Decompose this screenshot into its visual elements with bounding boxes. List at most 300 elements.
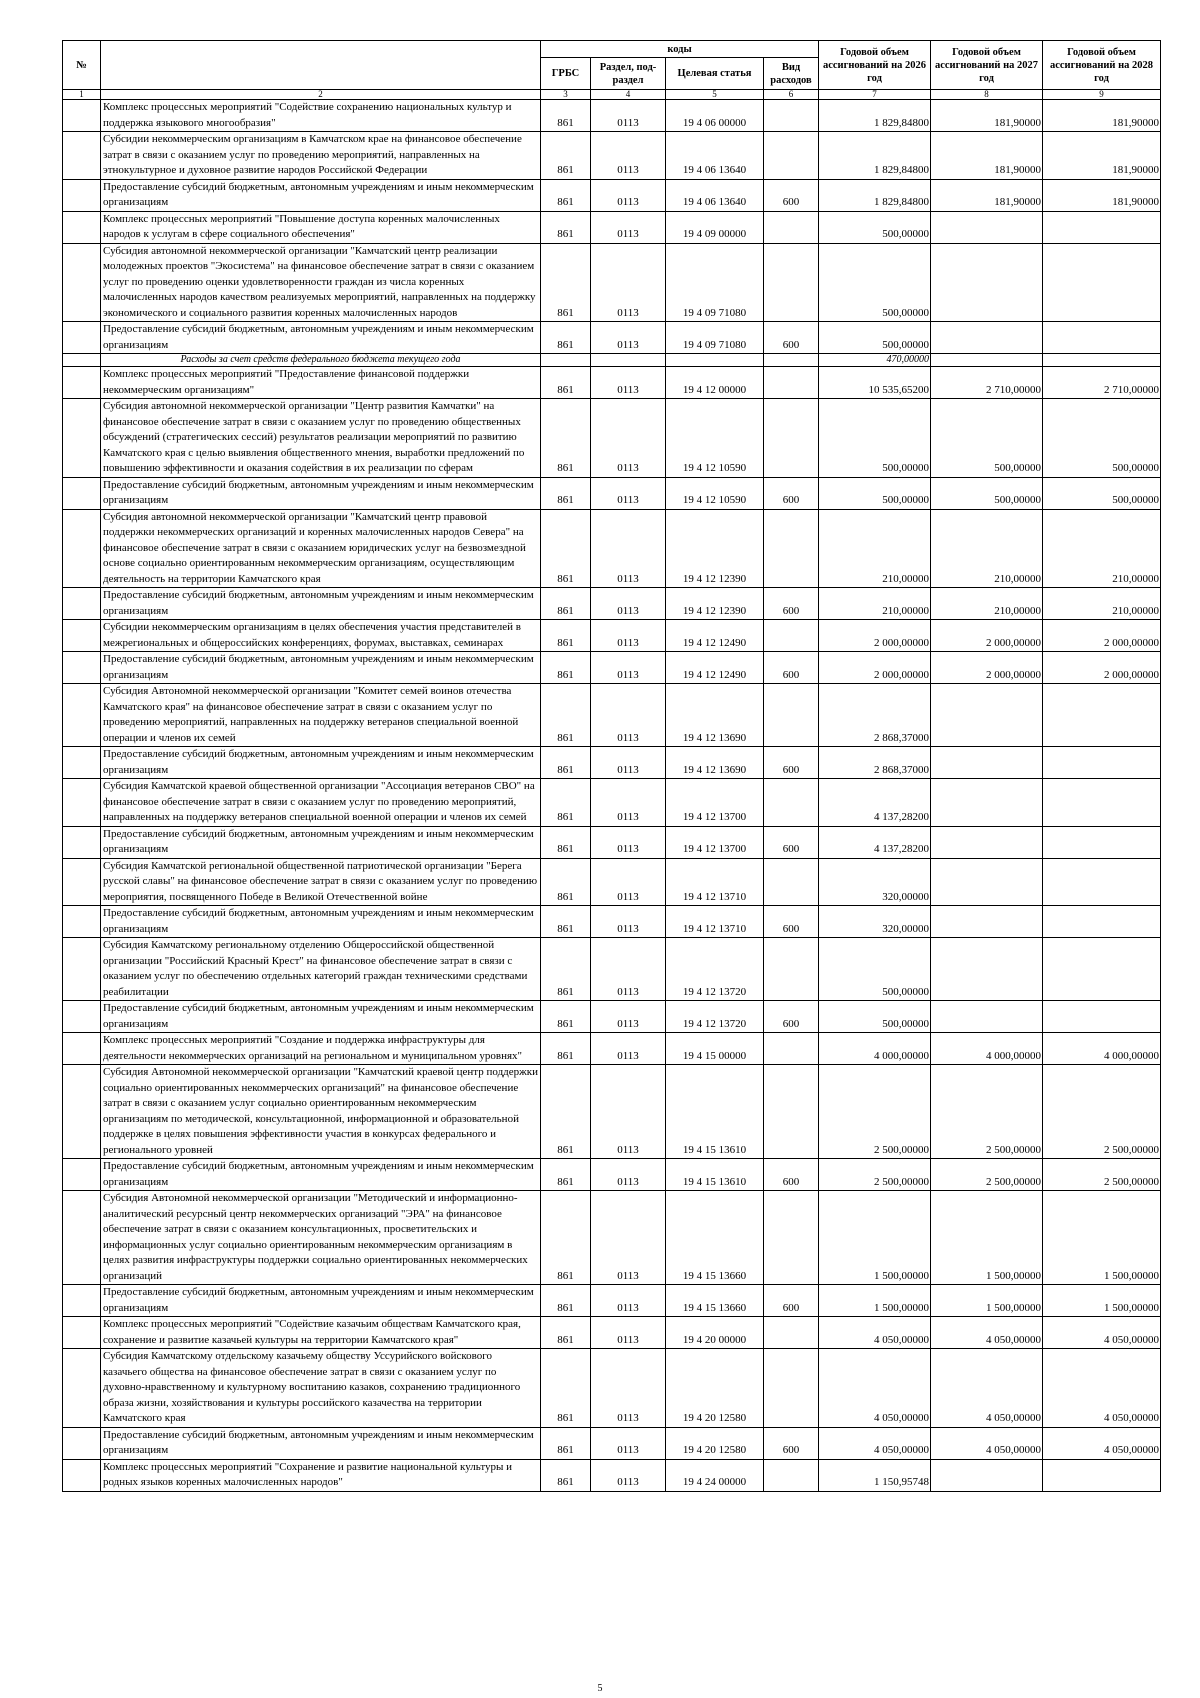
amount-2028-cell: 4 000,00000 [1043, 1033, 1161, 1065]
amount-2027-cell [931, 243, 1043, 322]
column-numbers-row [63, 90, 1161, 100]
grbs-cell: 861 [541, 684, 591, 747]
table-row [63, 1285, 1161, 1317]
row-name-cell: Субсидия автономной некоммерческой организации "Центр развития Камчатки" на финансовое обеспечение затрат в связи с оказанием услуг по проведению общественных обсуждений (стратегических сессий) результатов реализации мероприятий по развитию Камчатского края с целью выявления общественного мнения, выработки предложений по повышению эффективности и оказания содействия в их реализации по сферам [101, 399, 541, 478]
header-number: № [63, 41, 101, 90]
row-name-cell: Субсидия Камчатской краевой общественной организации "Ассоциация ветеранов СВО" на финансовое обеспечение затрат в связи с оказанием услуг по проведению мероприятий, направленных на поддержку ветеранов специальной военной операции и членов их семей [101, 779, 541, 827]
amount-2028-cell [1043, 354, 1161, 367]
amount-2028-cell [1043, 1459, 1161, 1491]
amount-2028-cell [1043, 243, 1161, 322]
amount-2027-cell [931, 1459, 1043, 1491]
amount-2026-cell: 4 050,00000 [819, 1317, 931, 1349]
section-cell: 0113 [591, 1191, 666, 1285]
target-article-cell: 19 4 20 00000 [666, 1317, 764, 1349]
grbs-cell [541, 354, 591, 367]
table-row [63, 620, 1161, 652]
table-row [63, 509, 1161, 588]
amount-2028-cell: 4 050,00000 [1043, 1427, 1161, 1459]
amount-2027-cell: 210,00000 [931, 509, 1043, 588]
amount-2026-cell: 500,00000 [819, 399, 931, 478]
expense-type-cell [764, 779, 819, 827]
grbs-cell: 861 [541, 1001, 591, 1033]
row-index-cell [63, 477, 101, 509]
budget-table-page [62, 40, 1160, 1492]
header-expense-type: Вид расходов [764, 58, 819, 90]
expense-type-cell [764, 354, 819, 367]
table-row [63, 588, 1161, 620]
section-cell: 0113 [591, 684, 666, 747]
table-row [63, 477, 1161, 509]
grbs-cell: 861 [541, 620, 591, 652]
row-index-cell [63, 509, 101, 588]
grbs-cell: 861 [541, 1159, 591, 1191]
section-cell: 0113 [591, 779, 666, 827]
section-cell: 0113 [591, 322, 666, 354]
amount-2028-cell [1043, 826, 1161, 858]
grbs-cell: 861 [541, 747, 591, 779]
row-name-cell: Предоставление субсидий бюджетным, автономным учреждениям и иным некоммерческим организациям [101, 1001, 541, 1033]
row-index-cell [63, 652, 101, 684]
section-cell: 0113 [591, 477, 666, 509]
header-target-article: Целевая статья [666, 58, 764, 90]
amount-2026-cell: 500,00000 [819, 243, 931, 322]
expense-type-cell [764, 132, 819, 180]
row-index-cell [63, 1285, 101, 1317]
expense-type-cell: 600 [764, 1285, 819, 1317]
row-name-cell: Субсидия автономной некоммерческой организации "Камчатский центр реализации молодежных проектов "Экосистема" на финансовое обеспечение затрат в связи с оказанием услуг по проведению оценки удовлетворенности граждан из числа коренных малочисленных народов качеством реализуемых мероприятий, направленных на поддержку экономического и социального развития коренных малочисленных народов [101, 243, 541, 322]
target-article-cell: 19 4 12 12390 [666, 509, 764, 588]
row-index-cell [63, 179, 101, 211]
row-name-cell: Комплекс процессных мероприятий "Повышение доступа коренных малочисленных народов к услугам в сфере социального обеспечения" [101, 211, 541, 243]
amount-2027-cell: 2 000,00000 [931, 620, 1043, 652]
row-index-cell [63, 1065, 101, 1159]
column-number: 2 [101, 90, 541, 100]
amount-2027-cell: 2 500,00000 [931, 1065, 1043, 1159]
table-body [63, 100, 1161, 1492]
row-index-cell [63, 1159, 101, 1191]
expense-type-cell [764, 858, 819, 906]
expense-type-cell: 600 [764, 477, 819, 509]
table-row [63, 652, 1161, 684]
column-number: 8 [931, 90, 1043, 100]
table-row [63, 132, 1161, 180]
table-row [63, 322, 1161, 354]
grbs-cell: 861 [541, 588, 591, 620]
amount-2028-cell [1043, 322, 1161, 354]
row-index-cell [63, 100, 101, 132]
amount-2027-cell [931, 906, 1043, 938]
amount-2028-cell: 2 500,00000 [1043, 1159, 1161, 1191]
target-article-cell: 19 4 06 13640 [666, 179, 764, 211]
target-article-cell: 19 4 12 12490 [666, 652, 764, 684]
table-row [63, 1349, 1161, 1428]
amount-2026-cell: 2 500,00000 [819, 1159, 931, 1191]
amount-2026-cell: 500,00000 [819, 1001, 931, 1033]
target-article-cell: 19 4 12 13690 [666, 747, 764, 779]
target-article-cell: 19 4 20 12580 [666, 1427, 764, 1459]
amount-2028-cell: 210,00000 [1043, 588, 1161, 620]
target-article-cell: 19 4 12 13710 [666, 906, 764, 938]
amount-2027-cell [931, 938, 1043, 1001]
header-grbs: ГРБС [541, 58, 591, 90]
section-cell: 0113 [591, 132, 666, 180]
expense-type-cell [764, 399, 819, 478]
table-row [63, 179, 1161, 211]
table-row [63, 100, 1161, 132]
section-cell: 0113 [591, 1001, 666, 1033]
amount-2028-cell: 210,00000 [1043, 509, 1161, 588]
grbs-cell: 861 [541, 1427, 591, 1459]
row-index-cell [63, 211, 101, 243]
expense-type-cell: 600 [764, 179, 819, 211]
section-cell: 0113 [591, 211, 666, 243]
target-article-cell: 19 4 09 71080 [666, 243, 764, 322]
target-article-cell: 19 4 06 13640 [666, 132, 764, 180]
amount-2028-cell: 4 050,00000 [1043, 1317, 1161, 1349]
target-article-cell [666, 354, 764, 367]
grbs-cell: 861 [541, 243, 591, 322]
table-row [63, 779, 1161, 827]
amount-2026-cell: 210,00000 [819, 588, 931, 620]
expense-type-cell [764, 1317, 819, 1349]
table-row [63, 1459, 1161, 1491]
amount-2026-cell: 500,00000 [819, 477, 931, 509]
section-cell: 0113 [591, 1159, 666, 1191]
row-name-cell: Предоставление субсидий бюджетным, автономным учреждениям и иным некоммерческим организациям [101, 1427, 541, 1459]
amount-2028-cell: 181,90000 [1043, 100, 1161, 132]
table-row [63, 1427, 1161, 1459]
expense-type-cell [764, 620, 819, 652]
grbs-cell: 861 [541, 1317, 591, 1349]
grbs-cell: 861 [541, 211, 591, 243]
row-name-cell: Субсидия Автономной некоммерческой организации "Методический и информационно-аналитический ресурсный центр некоммерческих организаций "ЭРА" на финансовое обеспечение затрат в связи с оказанием консультационных, просветительских и информационных услуг социально ориентированным некоммерческим организациям в целях развития инфраструктуры поддержки социально ориентированных некоммерческих организаций [101, 1191, 541, 1285]
expense-type-cell: 600 [764, 906, 819, 938]
amount-2026-cell: 2 000,00000 [819, 620, 931, 652]
amount-2026-cell: 320,00000 [819, 858, 931, 906]
row-index-cell [63, 1349, 101, 1428]
expense-type-cell [764, 1191, 819, 1285]
row-name-cell: Предоставление субсидий бюджетным, автономным учреждениям и иным некоммерческим организациям [101, 1285, 541, 1317]
table-row [63, 906, 1161, 938]
table-row [63, 1191, 1161, 1285]
amount-2027-cell [931, 211, 1043, 243]
row-name-cell: Субсидия Камчатскому региональному отделению Общероссийской общественной организации "Российский Красный Крест" на финансовое обеспечение затрат в связи с оказанием услуг по обеспечению отдельных категорий граждан техническими средствами реабилитации [101, 938, 541, 1001]
column-number: 7 [819, 90, 931, 100]
row-index-cell [63, 938, 101, 1001]
row-index-cell [63, 684, 101, 747]
row-index-cell [63, 243, 101, 322]
amount-2027-cell: 2 000,00000 [931, 652, 1043, 684]
table-row [63, 1317, 1161, 1349]
row-name-cell: Предоставление субсидий бюджетным, автономным учреждениям и иным некоммерческим организациям [101, 747, 541, 779]
grbs-cell: 861 [541, 906, 591, 938]
table-row [63, 211, 1161, 243]
amount-2028-cell [1043, 779, 1161, 827]
row-index-cell [63, 354, 101, 367]
section-cell: 0113 [591, 1285, 666, 1317]
row-index-cell [63, 588, 101, 620]
amount-2027-cell: 181,90000 [931, 132, 1043, 180]
row-name-cell: Предоставление субсидий бюджетным, автономным учреждениям и иным некоммерческим организациям [101, 652, 541, 684]
row-index-cell [63, 826, 101, 858]
row-name-cell: Предоставление субсидий бюджетным, автономным учреждениям и иным некоммерческим организациям [101, 588, 541, 620]
amount-2027-cell: 4 000,00000 [931, 1033, 1043, 1065]
section-cell: 0113 [591, 1065, 666, 1159]
table-row [63, 1033, 1161, 1065]
section-cell: 0113 [591, 1459, 666, 1491]
target-article-cell: 19 4 15 13610 [666, 1159, 764, 1191]
amount-2026-cell: 1 500,00000 [819, 1191, 931, 1285]
column-number: 3 [541, 90, 591, 100]
amount-2026-cell: 2 868,37000 [819, 684, 931, 747]
amount-2027-cell [931, 1001, 1043, 1033]
grbs-cell: 861 [541, 477, 591, 509]
amount-2028-cell: 2 000,00000 [1043, 652, 1161, 684]
amount-2026-cell: 500,00000 [819, 211, 931, 243]
row-index-cell [63, 906, 101, 938]
amount-2027-cell: 4 050,00000 [931, 1317, 1043, 1349]
table-row [63, 747, 1161, 779]
amount-2026-cell: 4 050,00000 [819, 1349, 931, 1428]
amount-2027-cell [931, 747, 1043, 779]
amount-2026-cell: 10 535,65200 [819, 367, 931, 399]
column-number: 1 [63, 90, 101, 100]
amount-2026-cell: 2 000,00000 [819, 652, 931, 684]
table-row [63, 1159, 1161, 1191]
row-index-cell [63, 367, 101, 399]
amount-2028-cell [1043, 747, 1161, 779]
column-number: 5 [666, 90, 764, 100]
grbs-cell: 861 [541, 858, 591, 906]
row-index-cell [63, 747, 101, 779]
amount-2027-cell: 500,00000 [931, 399, 1043, 478]
section-cell: 0113 [591, 906, 666, 938]
grbs-cell: 861 [541, 826, 591, 858]
section-cell: 0113 [591, 858, 666, 906]
row-index-cell [63, 399, 101, 478]
grbs-cell: 861 [541, 322, 591, 354]
expense-type-cell [764, 684, 819, 747]
expense-type-cell [764, 1459, 819, 1491]
row-name-cell: Субсидия автономной некоммерческой организации "Камчатский центр правовой поддержки некоммерческих организаций и коренных малочисленных народов Севера" на финансовое обеспечение затрат в связи с оказанием юридических услуг на безвозмездной основе социально ориентированным некоммерческим организациям, осуществляющим деятельность на территории Камчатского края [101, 509, 541, 588]
section-cell: 0113 [591, 1427, 666, 1459]
target-article-cell: 19 4 12 12390 [666, 588, 764, 620]
row-name-cell: Предоставление субсидий бюджетным, автономным учреждениям и иным некоммерческим организациям [101, 1159, 541, 1191]
amount-2027-cell: 2 710,00000 [931, 367, 1043, 399]
amount-2027-cell [931, 354, 1043, 367]
amount-2026-cell: 2 500,00000 [819, 1065, 931, 1159]
grbs-cell: 861 [541, 367, 591, 399]
row-name-cell: Комплекс процессных мероприятий "Сохранение и развитие национальной культуры и родных языков коренных малочисленных народов" [101, 1459, 541, 1491]
amount-2026-cell: 500,00000 [819, 322, 931, 354]
table-row [63, 1001, 1161, 1033]
row-index-cell [63, 322, 101, 354]
header-2028: Годовой объем ассигнований на 2028 год [1043, 41, 1161, 90]
target-article-cell: 19 4 15 13610 [666, 1065, 764, 1159]
amount-2027-cell: 1 500,00000 [931, 1191, 1043, 1285]
expense-type-cell [764, 243, 819, 322]
table-note-row [63, 354, 1161, 367]
expense-type-cell: 600 [764, 1001, 819, 1033]
row-name-cell: Предоставление субсидий бюджетным, автономным учреждениям и иным некоммерческим организациям [101, 477, 541, 509]
grbs-cell: 861 [541, 1033, 591, 1065]
target-article-cell: 19 4 15 00000 [666, 1033, 764, 1065]
amount-2028-cell [1043, 858, 1161, 906]
target-article-cell: 19 4 12 13710 [666, 858, 764, 906]
table-row [63, 367, 1161, 399]
amount-2028-cell [1043, 684, 1161, 747]
target-article-cell: 19 4 12 13700 [666, 779, 764, 827]
amount-2028-cell: 2 500,00000 [1043, 1065, 1161, 1159]
expense-type-cell: 600 [764, 1159, 819, 1191]
row-name-cell: Комплекс процессных мероприятий "Содействие казачьим обществам Камчатского края, сохранение и развитие казачьей культуры на территории Камчатского края" [101, 1317, 541, 1349]
row-name-cell: Предоставление субсидий бюджетным, автономным учреждениям и иным некоммерческим организациям [101, 906, 541, 938]
grbs-cell: 861 [541, 652, 591, 684]
grbs-cell: 861 [541, 1191, 591, 1285]
section-cell: 0113 [591, 1317, 666, 1349]
grbs-cell: 861 [541, 1349, 591, 1428]
target-article-cell: 19 4 12 13720 [666, 938, 764, 1001]
section-cell [591, 354, 666, 367]
amount-2027-cell: 181,90000 [931, 100, 1043, 132]
amount-2027-cell [931, 322, 1043, 354]
row-index-cell [63, 1191, 101, 1285]
row-name-cell: Предоставление субсидий бюджетным, автономным учреждениям и иным некоммерческим организациям [101, 179, 541, 211]
amount-2028-cell: 1 500,00000 [1043, 1285, 1161, 1317]
row-name-cell: Субсидии некоммерческим организациям в целях обеспечения участия представителей в межрегиональных и общероссийских конференциях, форумах, выставках, семинарах [101, 620, 541, 652]
section-cell: 0113 [591, 652, 666, 684]
amount-2026-cell: 500,00000 [819, 938, 931, 1001]
amount-2028-cell [1043, 1001, 1161, 1033]
amount-2028-cell: 500,00000 [1043, 399, 1161, 478]
header-codes: коды [541, 41, 819, 58]
amount-2027-cell: 4 050,00000 [931, 1349, 1043, 1428]
table-row [63, 938, 1161, 1001]
amount-2028-cell [1043, 211, 1161, 243]
section-cell: 0113 [591, 588, 666, 620]
expense-type-cell: 600 [764, 588, 819, 620]
header-razdel: Раздел, под-раздел [591, 58, 666, 90]
row-name-cell: Комплекс процессных мероприятий "Содействие сохранению национальных культур и поддержка языкового многообразия" [101, 100, 541, 132]
grbs-cell: 861 [541, 1459, 591, 1491]
row-index-cell [63, 132, 101, 180]
amount-2028-cell: 181,90000 [1043, 132, 1161, 180]
row-index-cell [63, 1459, 101, 1491]
row-name-cell: Субсидия Камчатскому отдельскому казачьему обществу Уссурийского войскового казачьего общества на финансовое обеспечение затрат в связи с оказанием услуг по духовно-нравственному и культурному воспитанию казаков, сохранению традиционного образа жизни, хозяйствования и культуры российского казачества на территории Камчатского края [101, 1349, 541, 1428]
amount-2026-cell: 4 050,00000 [819, 1427, 931, 1459]
row-name-cell: Комплекс процессных мероприятий "Предоставление финансовой поддержки некоммерческим организациям" [101, 367, 541, 399]
amount-2027-cell [931, 684, 1043, 747]
expense-type-cell [764, 509, 819, 588]
amount-2026-cell: 1 829,84800 [819, 100, 931, 132]
table-row [63, 1065, 1161, 1159]
table-row [63, 243, 1161, 322]
amount-2026-cell: 4 000,00000 [819, 1033, 931, 1065]
expense-type-cell: 600 [764, 652, 819, 684]
table-header [63, 41, 1161, 100]
amount-2028-cell: 500,00000 [1043, 477, 1161, 509]
section-cell: 0113 [591, 620, 666, 652]
expense-type-cell [764, 1349, 819, 1428]
amount-2028-cell: 2 000,00000 [1043, 620, 1161, 652]
amount-2027-cell: 2 500,00000 [931, 1159, 1043, 1191]
row-name-cell: Субсидия Автономной некоммерческой организации "Камчатский краевой центр поддержки социально ориентированных некоммерческих организаций" на финансовое обеспечение затрат в связи с оказанием услуг социально ориентированным некоммерческим организациям по методической, консультационной, информационной и образовательной поддержке в целях повышения эффективности участия в конкурсах федерального и регионального уровней [101, 1065, 541, 1159]
grbs-cell: 861 [541, 938, 591, 1001]
amount-2027-cell: 1 500,00000 [931, 1285, 1043, 1317]
column-number: 4 [591, 90, 666, 100]
target-article-cell: 19 4 12 13720 [666, 1001, 764, 1033]
amount-2028-cell: 1 500,00000 [1043, 1191, 1161, 1285]
amount-2027-cell [931, 779, 1043, 827]
amount-2028-cell: 181,90000 [1043, 179, 1161, 211]
section-cell: 0113 [591, 367, 666, 399]
expense-type-cell: 600 [764, 826, 819, 858]
row-name-cell: Субсидия Камчатской региональной общественной патриотической организации "Берега русской славы" на финансовое обеспечение затрат в связи с оказанием услуг по проведению мероприятия, посвященного Победе в Великой Отечественной войне [101, 858, 541, 906]
row-index-cell [63, 620, 101, 652]
expense-type-cell [764, 1033, 819, 1065]
table-row [63, 826, 1161, 858]
expense-type-cell [764, 211, 819, 243]
amount-2027-cell: 181,90000 [931, 179, 1043, 211]
page-number: 5 [597, 1683, 603, 1694]
section-cell: 0113 [591, 1349, 666, 1428]
section-cell: 0113 [591, 100, 666, 132]
amount-2026-cell: 4 137,28200 [819, 779, 931, 827]
amount-2028-cell [1043, 938, 1161, 1001]
target-article-cell: 19 4 15 13660 [666, 1191, 764, 1285]
row-index-cell [63, 858, 101, 906]
target-article-cell: 19 4 12 13690 [666, 684, 764, 747]
table-row [63, 858, 1161, 906]
amount-2028-cell: 2 710,00000 [1043, 367, 1161, 399]
grbs-cell: 861 [541, 779, 591, 827]
expense-type-cell [764, 100, 819, 132]
target-article-cell: 19 4 15 13660 [666, 1285, 764, 1317]
target-article-cell: 19 4 20 12580 [666, 1349, 764, 1428]
expense-type-cell: 600 [764, 747, 819, 779]
row-name-cell: Расходы за счет средств федерального бюджета текущего года [101, 354, 541, 367]
header-name [101, 41, 541, 90]
section-cell: 0113 [591, 1033, 666, 1065]
amount-2027-cell [931, 826, 1043, 858]
row-index-cell [63, 1033, 101, 1065]
row-name-cell: Субсидии некоммерческим организациям в Камчатском крае на финансовое обеспечение затрат в связи с оказанием услуг по проведению мероприятий, направленных на этнокультурное и духовное развитие народов Российской Федерации [101, 132, 541, 180]
budget-table [62, 40, 1161, 1492]
target-article-cell: 19 4 12 12490 [666, 620, 764, 652]
target-article-cell: 19 4 09 71080 [666, 322, 764, 354]
grbs-cell: 861 [541, 100, 591, 132]
amount-2026-cell: 4 137,28200 [819, 826, 931, 858]
grbs-cell: 861 [541, 1065, 591, 1159]
expense-type-cell: 600 [764, 322, 819, 354]
amount-2026-cell: 320,00000 [819, 906, 931, 938]
header-2027: Годовой объем ассигнований на 2027 год [931, 41, 1043, 90]
target-article-cell: 19 4 09 00000 [666, 211, 764, 243]
expense-type-cell [764, 367, 819, 399]
row-name-cell: Субсидия Автономной некоммерческой организации "Комитет семей воинов отечества Камчатского края" на финансовое обеспечение затрат в связи с оказанием услуг по проведению мероприятий, направленных на поддержку ветеранов специальной военной операции и членов их семей [101, 684, 541, 747]
section-cell: 0113 [591, 747, 666, 779]
amount-2028-cell [1043, 906, 1161, 938]
amount-2026-cell: 2 868,37000 [819, 747, 931, 779]
expense-type-cell [764, 938, 819, 1001]
amount-2026-cell: 210,00000 [819, 509, 931, 588]
table-row [63, 399, 1161, 478]
amount-2028-cell: 4 050,00000 [1043, 1349, 1161, 1428]
grbs-cell: 861 [541, 509, 591, 588]
header-2026: Годовой объем ассигнований на 2026 год [819, 41, 931, 90]
target-article-cell: 19 4 24 00000 [666, 1459, 764, 1491]
section-cell: 0113 [591, 399, 666, 478]
